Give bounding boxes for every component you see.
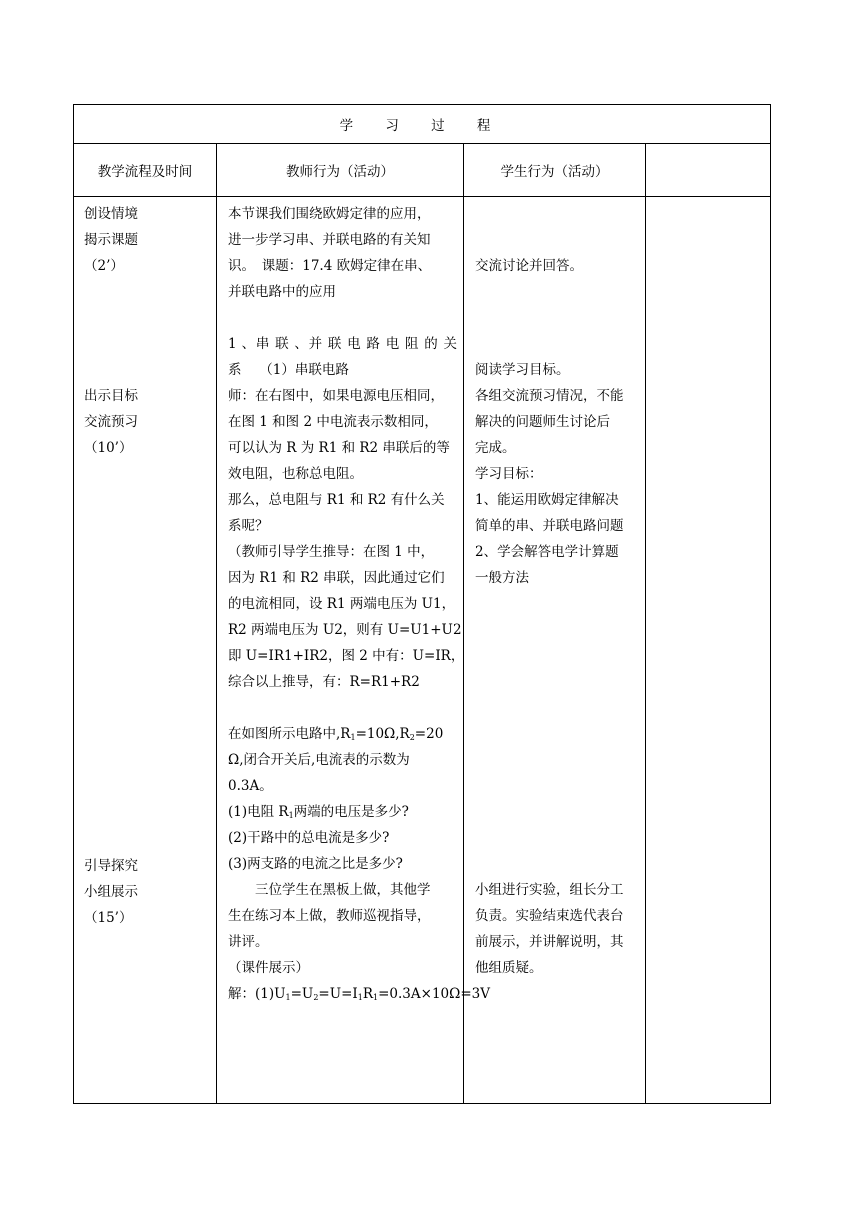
header-process-time: 教学流程及时间	[74, 144, 217, 197]
header-blank	[646, 144, 771, 197]
student-column	[464, 197, 646, 1104]
student-stage-3	[475, 877, 641, 981]
stage-3-line: 引导探究	[84, 858, 138, 874]
text-line: 讲评。	[228, 934, 269, 950]
text-line: 完成。	[475, 440, 516, 456]
text-run: =0.3A×10Ω=3V	[378, 986, 490, 1002]
text-line: 各组交流预习情况，不能	[475, 388, 624, 404]
teacher-column	[217, 197, 490, 1104]
text-line: 本节课我们围绕欧姆定律的应用，	[228, 206, 431, 222]
text-line: 学习目标：	[475, 466, 543, 482]
text-line: 系呢？	[228, 518, 269, 534]
text-line: (2)干路中的总电流是多少?	[228, 830, 390, 846]
text-line: 2、学会解答电学计算题	[475, 544, 619, 560]
subscript: 1	[373, 993, 379, 1002]
student-stage-1	[475, 253, 641, 279]
teacher-example-problem	[228, 721, 490, 1007]
text-line: 生在练习本上做，教师巡视指导，	[228, 908, 431, 924]
stage-3	[84, 853, 216, 931]
text-line: 他组质疑。	[475, 960, 543, 976]
subscript: 1	[285, 993, 291, 1002]
stage-3-line: 小组展示	[84, 884, 138, 900]
text-line: 前展示，并讲解说明，其	[475, 934, 624, 950]
text-line: 即 U=IR1+IR2，图 2 中有：U=IR，	[228, 648, 465, 664]
text-line: 因为 R1 和 R2 串联，因此通过它们	[228, 570, 445, 586]
subscript: 2	[409, 733, 415, 742]
text-line: 负责。实验结束选代表台	[475, 908, 624, 924]
table-title: 学 习 过 程	[74, 105, 771, 144]
process-column	[74, 197, 217, 1104]
text-run: 在如图所示电路中,R	[228, 726, 351, 742]
text-line: 的电流相同，设 R1 两端电压为 U1，	[228, 596, 456, 612]
text-line: 并联电路中的应用	[228, 284, 336, 300]
stage-1	[84, 201, 216, 279]
teacher-series-derivation	[228, 331, 465, 695]
text-line: 可以认为 R 为 R1 和 R2 串联后的等	[228, 440, 450, 456]
blank-column	[646, 197, 771, 1104]
text-run: =U	[290, 986, 314, 1002]
text-run: =10Ω,R	[355, 726, 410, 742]
stage-1-line: 揭示课题	[84, 232, 138, 248]
text-line: 0.3A。	[228, 778, 273, 794]
text-line: 综合以上推导，有：R=R1+R2	[228, 674, 420, 690]
text-line: 进一步学习串、并联电路的有关知	[228, 232, 431, 248]
text-line: R2 两端电压为 U2，则有 U=U1+U2	[228, 622, 462, 638]
text-line: 交流讨论并回答。	[475, 258, 583, 274]
text-run: =U=I	[318, 986, 358, 1002]
text-line: 那么，总电阻与 R1 和 R2 有什么关	[228, 492, 445, 508]
text-line: 一般方法	[475, 570, 529, 586]
text-line: 在图 1 和图 2 中电流表示数相同，	[228, 414, 438, 430]
header-student-activity: 学生行为（活动）	[464, 144, 646, 197]
stage-3-time: （15’）	[84, 910, 133, 926]
text-line: 解决的问题师生讨论后	[475, 414, 610, 430]
stage-2-line: 交流预习	[84, 414, 138, 430]
text-run: (1)电阻 R	[228, 804, 289, 820]
text-line	[228, 721, 457, 747]
teacher-intro	[228, 201, 457, 305]
text-run: R	[362, 986, 374, 1002]
header-teacher-activity: 教师行为（活动）	[217, 144, 464, 197]
text-run: 解：(1)U	[228, 986, 286, 1002]
text-line: 阅读学习目标。	[475, 362, 570, 378]
text-line: (3)两支路的电流之比是多少?	[228, 856, 403, 872]
text-line: 效电阻，也称总电阻。	[228, 466, 363, 482]
stage-1-line: 创设情境	[84, 206, 138, 222]
subscript: 1	[288, 811, 294, 820]
text-run: =20	[414, 726, 444, 742]
stage-2-line: 出示目标	[84, 388, 138, 404]
text-line: 1、能运用欧姆定律解决	[475, 492, 619, 508]
subscript: 2	[313, 993, 319, 1002]
text-run: 两端的电压是多少?	[293, 804, 409, 820]
text-line: 小组进行实验，组长分工	[475, 882, 624, 898]
text-line: 三位学生在黑板上做，其他学	[228, 882, 431, 898]
subscript: 1	[350, 733, 356, 742]
text-line: 师：在右图中，如果电源电压相同，	[228, 388, 444, 404]
text-line: （教师引导学生推导：在图 1 中，	[228, 544, 435, 560]
text-line: 简单的串、并联电路问题	[475, 518, 624, 534]
solution-line	[228, 981, 490, 1007]
stage-1-time: （2’）	[84, 258, 124, 274]
text-line: 识。 课题：17.4 欧姆定律在串、	[228, 258, 432, 274]
stage-2	[84, 383, 216, 461]
lesson-table	[73, 104, 771, 1104]
text-line: 系 （1）串联电路	[228, 362, 349, 378]
student-stage-2	[475, 357, 641, 591]
text-line: （课件展示）	[228, 960, 309, 976]
text-line: Ω,闭合开关后,电流表的示数为	[228, 752, 410, 768]
subscript: 1	[357, 993, 363, 1002]
text-line	[228, 799, 457, 825]
text-line: 1 、串 联 、并 联 电 路 电 阻 的 关	[228, 336, 457, 352]
stage-2-time: （10’）	[84, 440, 133, 456]
